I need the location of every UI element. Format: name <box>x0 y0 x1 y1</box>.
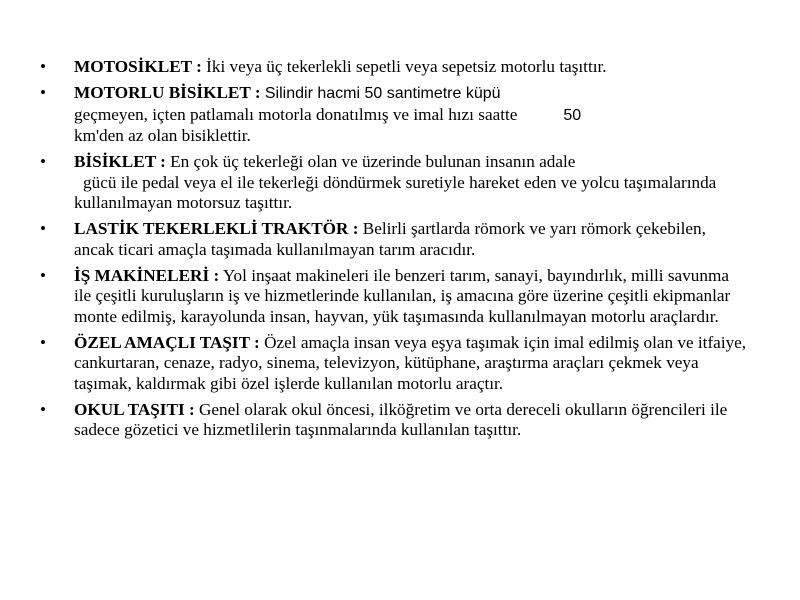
definition-okul-tasiti <box>40 400 750 441</box>
bullet-icon: • <box>40 152 46 171</box>
bullet-icon: • <box>40 219 46 238</box>
definition-text-sans: Silindir hacmi 50 santimetre küpü <box>264 85 501 102</box>
bullet-icon: • <box>40 332 46 352</box>
definition-motosiklet <box>40 57 750 78</box>
term-label: MOTOSİKLET : <box>74 57 202 76</box>
term-label: MOTORLU BİSİKLET : <box>74 83 261 102</box>
definition-text-continued: gücü ile pedal veya el ile tekerleği döndürmek suretiyle hareket eden ve yolcu taşımalarında kullanılmayan motorsuz taşıttır. <box>74 172 717 212</box>
term-label: ÖZEL AMAÇLI TAŞIT : <box>74 332 260 352</box>
definition-text-continued: km'den az olan bisiklettir. <box>74 126 251 145</box>
definition-text: Yol inşaat makineleri ile benzeri tarım, sanayi, bayındırlık, milli savunma ile çeşitli kuruluşların iş ve hizmetlerinde kullanılan, iş amacına göre üzerine çeşitli ekipmanlar monte edilmiş, karayolunda insan, hayvan, yük taşımasında kullanılmayan motorlu araçlardır. <box>74 265 731 326</box>
bullet-icon: • <box>40 265 46 285</box>
bullet-icon: • <box>40 83 46 102</box>
definition-ozel-amacli-tasit <box>40 333 750 395</box>
definition-text: Belirli şartlarda römork ve yarı römork çekebilen, ancak ticari amaçla taşımada kullanılmayan tarım aracıdır. <box>74 219 706 259</box>
definition-text: Özel amaçla insan veya eşya taşımak için imal edilmiş olan ve itfaiye, cankurtaran, cenaze, radyo, sinema, televizyon, kütüphane, araştırma araçları çekmek veya taşımak, kaldırmak gibi özel işlerde kullanılan motorlu araçtır. <box>74 332 747 393</box>
definition-is-makineleri <box>40 266 750 328</box>
definition-number: 50 <box>563 106 582 124</box>
term-label: İŞ MAKİNELERİ : <box>74 265 220 285</box>
definition-text: geçmeyen, içten patlamalı motorla donatılmış ve imal hızı saatte <box>74 104 518 124</box>
term-label: BİSİKLET : <box>74 152 166 171</box>
bullet-icon: • <box>40 399 46 419</box>
term-label: LASTİK TEKERLEKLİ TRAKTÖR : <box>74 219 359 238</box>
definition-text: En çok üç tekerleği olan ve üzerinde bulunan insanın adale <box>170 152 576 171</box>
definition-lastik-tekerlekli-traktor <box>40 219 750 260</box>
definition-text: İki veya üç tekerlekli sepetli veya sepetsiz motorlu taşıttır. <box>206 57 607 76</box>
definition-list <box>40 57 750 446</box>
definition-bisiklet <box>40 152 750 214</box>
bullet-icon: • <box>40 57 46 76</box>
definition-text: Genel olarak okul öncesi, ilköğretim ve orta dereceli okulların öğrencileri ile sadece gözetici ve hizmetlilerin taşınmalarında kullanılan taşıttır. <box>74 399 728 439</box>
term-label: OKUL TAŞITI : <box>74 399 195 419</box>
definition-motorlu-bisiklet <box>40 83 750 147</box>
